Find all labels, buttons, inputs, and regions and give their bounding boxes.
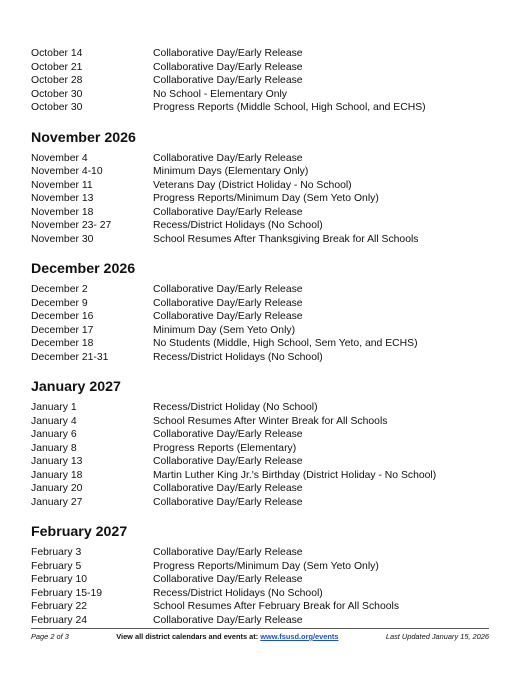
footer-note xyxy=(116,632,338,641)
calendar-row xyxy=(31,455,491,469)
events-link[interactable]: www.fsusd.org/events xyxy=(260,632,339,641)
event-date: January 20 xyxy=(31,483,83,494)
event-date: December 21-31 xyxy=(31,351,109,363)
calendar-row xyxy=(31,442,491,456)
event-description: Recess/District Holidays (No School) xyxy=(153,351,323,363)
event-date: December 17 xyxy=(31,324,94,336)
calendar-row xyxy=(31,600,491,614)
event-date: November 13 xyxy=(31,193,94,204)
event-date: November 18 xyxy=(31,206,94,218)
event-date: February 10 xyxy=(31,574,88,585)
event-description: School Resumes After Winter Break for All Schools xyxy=(153,415,388,427)
event-date: December 9 xyxy=(31,297,88,309)
event-description: Collaborative Day/Early Release xyxy=(153,284,303,295)
event-date: November 4-10 xyxy=(31,166,103,177)
event-description: No School - Elementary Only xyxy=(153,88,287,100)
event-date: December 16 xyxy=(31,311,94,322)
calendar-row xyxy=(31,482,491,496)
calendar-row xyxy=(31,469,491,483)
event-description: Recess/District Holidays (No School) xyxy=(153,587,323,599)
calendar-row xyxy=(31,206,491,220)
calendar-row xyxy=(31,428,491,442)
calendar-page xyxy=(31,47,491,627)
event-date: January 18 xyxy=(31,469,83,481)
calendar-row xyxy=(31,573,491,587)
event-date: January 13 xyxy=(31,456,83,467)
event-description: Progress Reports/Minimum Day (Sem Yeto Only) xyxy=(153,560,379,572)
event-date: December 2 xyxy=(31,284,88,295)
calendar-row xyxy=(31,587,491,601)
event-date: November 4 xyxy=(31,152,88,164)
calendar-sections xyxy=(31,47,491,627)
calendar-row xyxy=(31,283,491,297)
calendar-row xyxy=(31,165,491,179)
event-description: Collaborative Day/Early Release xyxy=(153,456,303,467)
calendar-row xyxy=(31,47,491,61)
calendar-row xyxy=(31,546,491,560)
calendar-row xyxy=(31,297,491,311)
event-description: Minimum Days (Elementary Only) xyxy=(153,166,309,177)
calendar-row xyxy=(31,61,491,75)
event-date: November 23- 27 xyxy=(31,220,112,231)
page-number: Page 2 of 3 xyxy=(31,632,69,641)
calendar-row xyxy=(31,179,491,193)
calendar-row xyxy=(31,101,491,115)
event-date: February 5 xyxy=(31,560,82,572)
calendar-row xyxy=(31,324,491,338)
calendar-row xyxy=(31,496,491,510)
calendar-row xyxy=(31,310,491,324)
event-description: Minimum Day (Sem Yeto Only) xyxy=(153,324,296,336)
event-description: Collaborative Day/Early Release xyxy=(153,297,303,309)
event-date: January 6 xyxy=(31,429,77,440)
calendar-row xyxy=(31,152,491,166)
event-description: School Resumes After February Break for All Schools xyxy=(153,601,400,612)
calendar-row xyxy=(31,351,491,365)
section-heading: December 2026 xyxy=(31,261,136,277)
event-date: December 18 xyxy=(31,338,94,349)
calendar-row xyxy=(31,88,491,102)
event-description: Collaborative Day/Early Release xyxy=(153,48,303,59)
event-date: January 4 xyxy=(31,415,77,427)
event-description: Progress Reports (Elementary) xyxy=(153,442,297,454)
event-description: Recess/District Holidays (No School) xyxy=(153,220,323,231)
section-heading: November 2026 xyxy=(31,129,136,146)
event-description: Progress Reports/Minimum Day (Sem Yeto Only) xyxy=(153,193,379,204)
footer-note-text: View all district calendars and events at: xyxy=(116,632,261,641)
event-date: January 27 xyxy=(31,496,83,508)
event-date: February 24 xyxy=(31,614,88,626)
calendar-row xyxy=(31,337,491,351)
event-date: October 30 xyxy=(31,88,83,100)
calendar-row xyxy=(31,614,491,628)
event-date: February 15-19 xyxy=(31,587,103,599)
last-updated: Last Updated January 15, 2026 xyxy=(385,632,489,641)
section-heading: February 2027 xyxy=(31,524,128,540)
event-description: Collaborative Day/Early Release xyxy=(153,311,303,322)
event-date: October 14 xyxy=(31,48,83,59)
event-date: October 28 xyxy=(31,75,83,86)
event-description: Collaborative Day/Early Release xyxy=(153,574,303,585)
event-description: Collaborative Day/Early Release xyxy=(153,547,303,558)
event-description: Veterans Day (District Holiday - No School) xyxy=(153,179,352,191)
event-description: Collaborative Day/Early Release xyxy=(153,152,303,164)
event-description: Collaborative Day/Early Release xyxy=(153,496,303,508)
calendar-row xyxy=(31,415,491,429)
event-date: February 3 xyxy=(31,547,82,558)
event-date: February 22 xyxy=(31,601,88,612)
event-description: Collaborative Day/Early Release xyxy=(153,483,303,494)
event-description: Collaborative Day/Early Release xyxy=(153,614,303,626)
event-description: Martin Luther King Jr.'s Birthday (District Holiday - No School) xyxy=(153,469,437,481)
event-date: October 21 xyxy=(31,61,83,73)
calendar-row xyxy=(31,192,491,206)
event-date: October 30 xyxy=(31,102,83,113)
event-description: Progress Reports (Middle School, High School, and ECHS) xyxy=(153,102,426,113)
page-footer xyxy=(31,628,489,641)
calendar-row xyxy=(31,401,491,415)
event-description: No Students (Middle, High School, Sem Yeto, and ECHS) xyxy=(153,338,418,349)
event-date: November 30 xyxy=(31,233,94,245)
event-description: Collaborative Day/Early Release xyxy=(153,429,303,440)
section-heading: January 2027 xyxy=(31,379,121,395)
calendar-row xyxy=(31,219,491,233)
calendar-row xyxy=(31,74,491,88)
event-date: January 1 xyxy=(31,402,77,413)
calendar-row xyxy=(31,233,491,247)
event-description: Collaborative Day/Early Release xyxy=(153,61,303,73)
event-description: Collaborative Day/Early Release xyxy=(153,206,303,218)
event-description: Recess/District Holiday (No School) xyxy=(153,402,318,413)
event-date: November 11 xyxy=(31,179,93,191)
event-date: January 8 xyxy=(31,442,77,454)
event-description: School Resumes After Thanksgiving Break for All Schools xyxy=(153,233,419,245)
calendar-row xyxy=(31,560,491,574)
event-description: Collaborative Day/Early Release xyxy=(153,75,303,86)
